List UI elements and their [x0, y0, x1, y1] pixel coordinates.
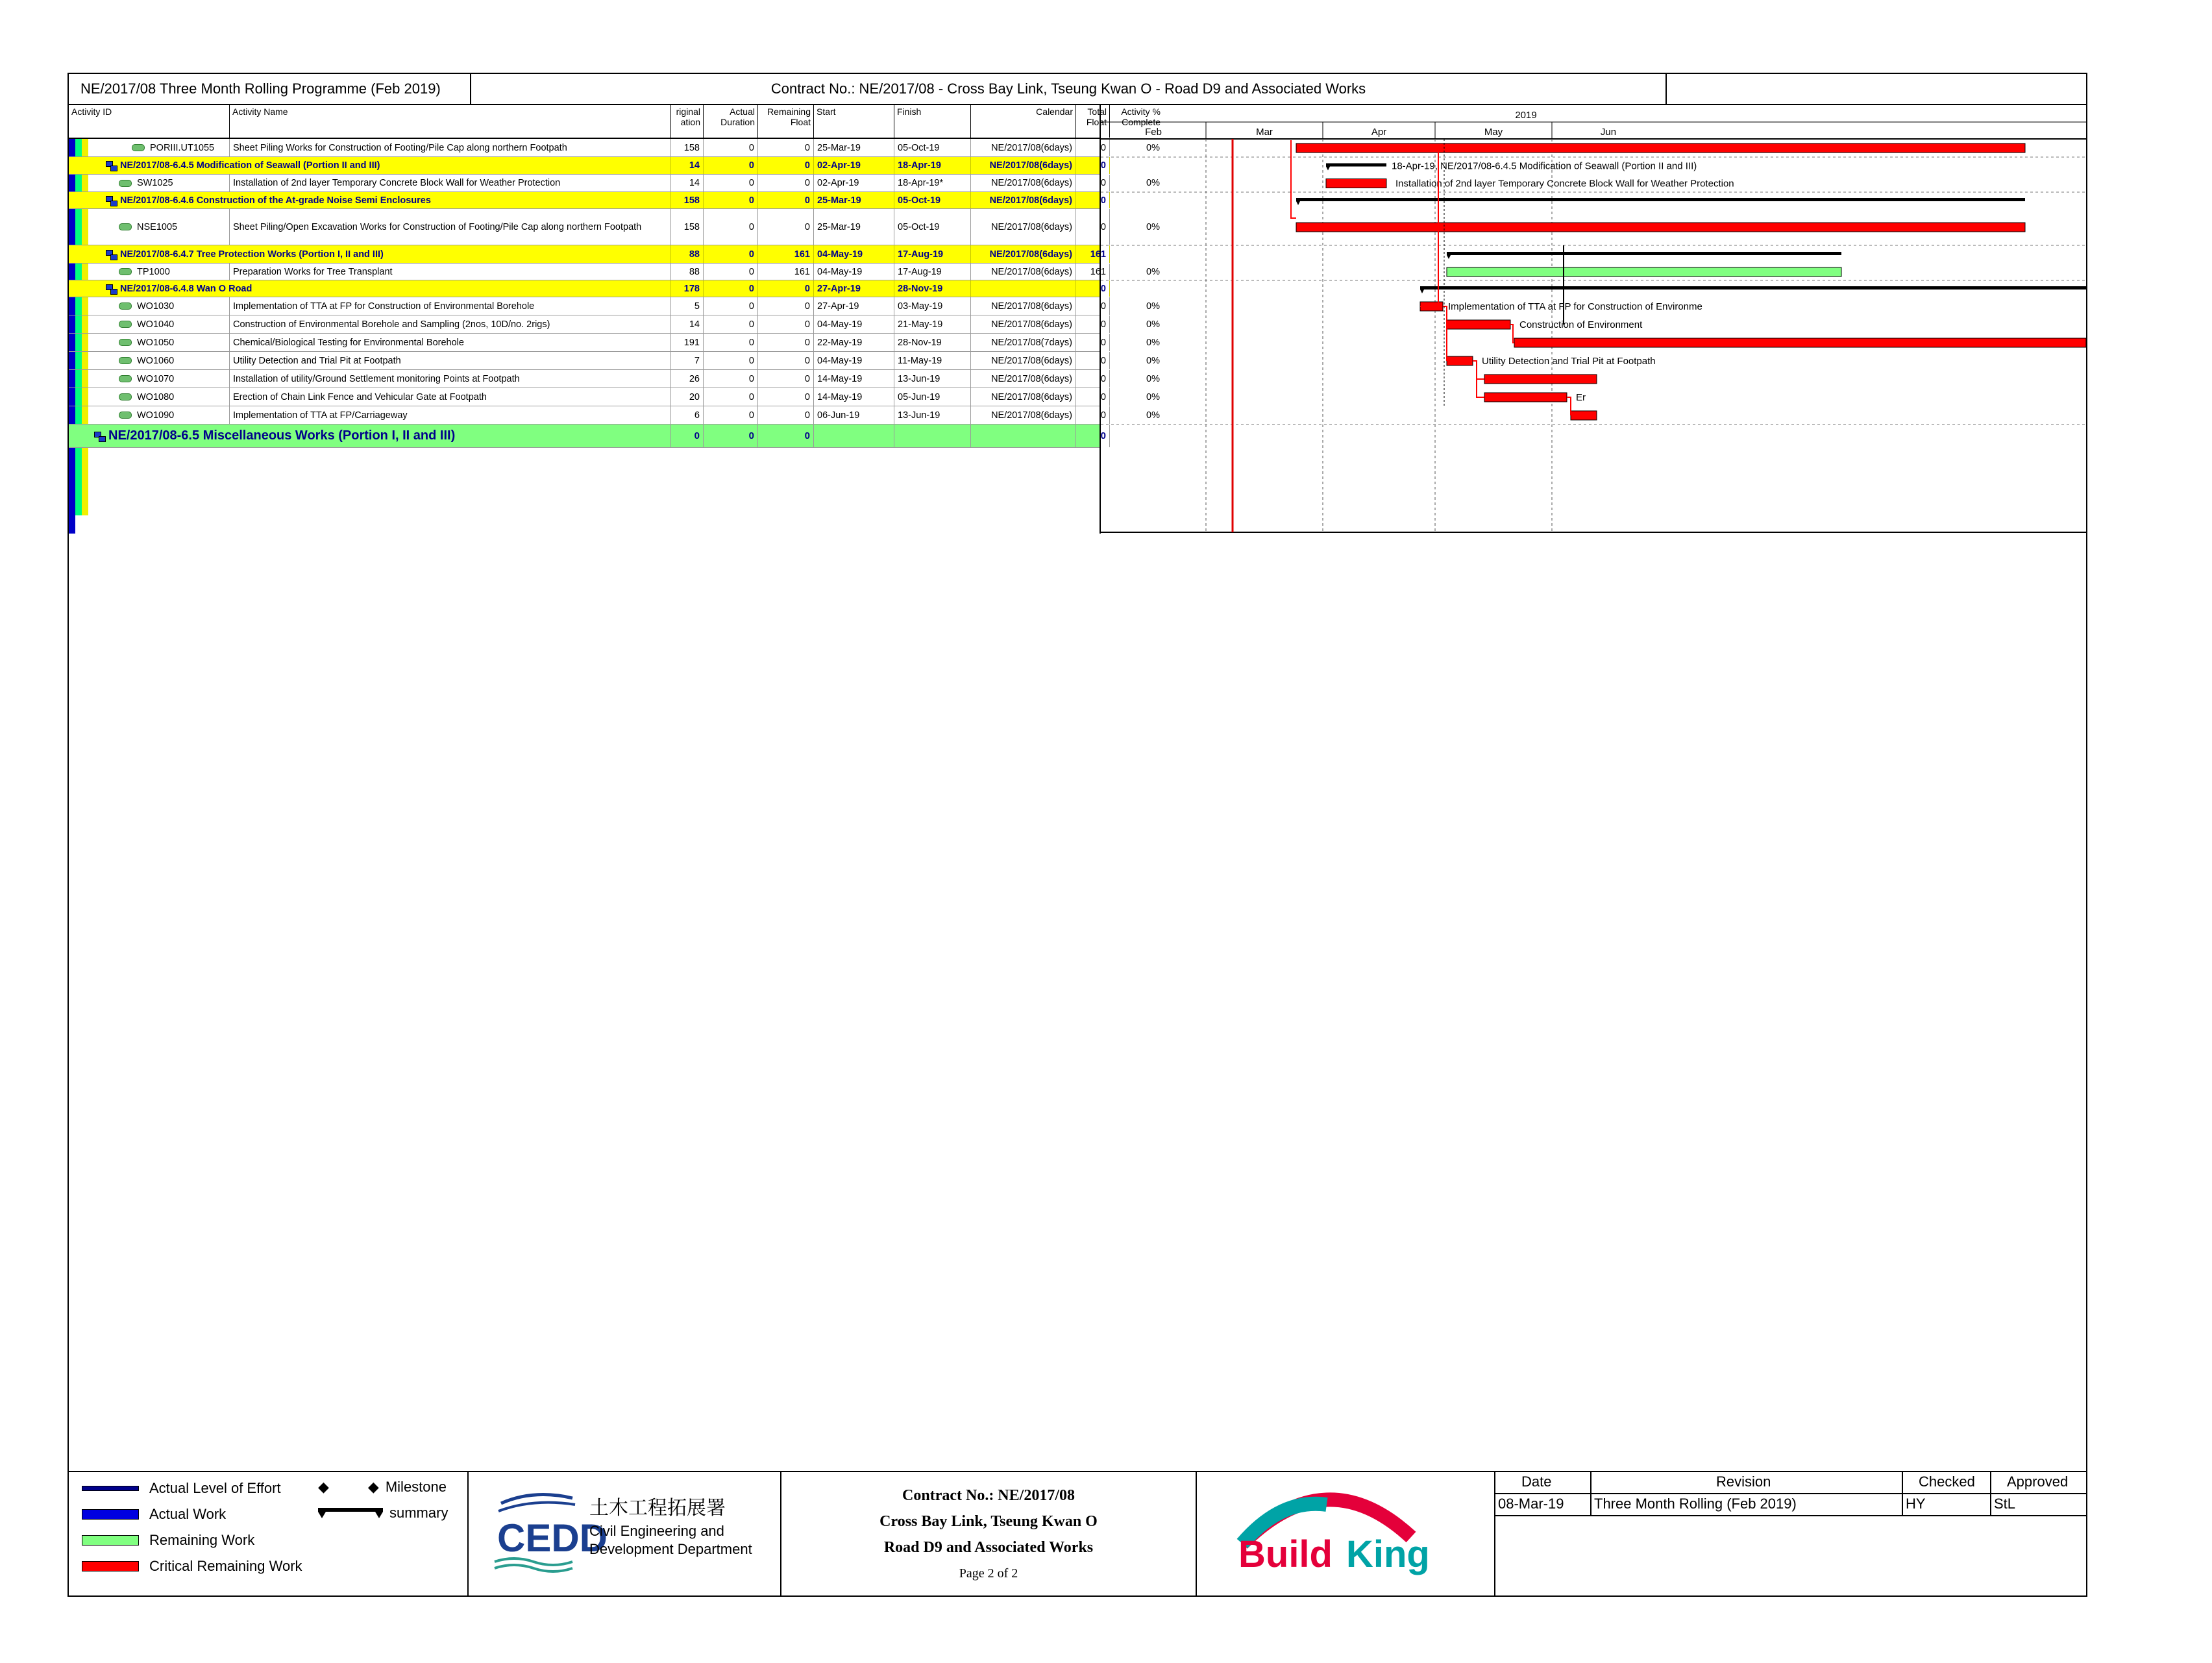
title-blank-cell — [1667, 74, 2086, 104]
col-actual-duration[interactable]: Actual Duration — [704, 105, 758, 138]
cell-ad: 0 — [704, 388, 758, 406]
rev-date: 08-Mar-19 — [1498, 1496, 1564, 1512]
activity-name: Utility Detection and Trial Pit at Footpath — [230, 352, 671, 369]
cedd-abbr: CEDD — [497, 1516, 608, 1560]
rev-revision: Three Month Rolling (Feb 2019) — [1594, 1496, 1797, 1512]
cell-start: 27-Apr-19 — [814, 297, 894, 315]
cell-od: 158 — [671, 192, 704, 208]
cell-cal: NE/2017/08(6days) — [971, 297, 1076, 315]
cell-ad: 0 — [704, 175, 758, 191]
cell-start: 04-May-19 — [814, 245, 894, 263]
legend-label-summary: summary — [389, 1505, 449, 1521]
page-number: Page 2 of 2 — [959, 1566, 1018, 1581]
cell-od: 0 — [671, 425, 704, 447]
wbs-name: NE/2017/08-6.4.7 Tree Protection Works (Portion I, II and III) — [120, 249, 384, 260]
bar-wo1050 — [1514, 338, 2086, 347]
col-start[interactable]: Start — [814, 105, 894, 138]
cell-od: 158 — [671, 139, 704, 156]
cell-start: 02-Apr-19 — [814, 157, 894, 174]
activity-id-cell — [116, 175, 230, 191]
legend-actual-work — [82, 1506, 226, 1523]
legend-label-actual-work: Actual Work — [149, 1506, 227, 1522]
cell-rf: 0 — [758, 175, 814, 191]
cell-od: 7 — [671, 352, 704, 369]
activity-id-cell — [116, 406, 230, 424]
activity-bar-icon — [119, 180, 132, 187]
cell-tf: 0 — [1076, 425, 1110, 447]
activity-name: Construction of Environmental Borehole and Sampling (2nos, 10D/no. 2rigs) — [230, 315, 671, 333]
cell-od: 20 — [671, 388, 704, 406]
milestone-diamond-icon-2: ◆ — [367, 1479, 379, 1495]
cell-rf: 0 — [758, 406, 814, 424]
cedd-logo-box — [469, 1472, 781, 1597]
cell-pc: 0% — [1146, 373, 1160, 384]
buildking-logo-box — [1197, 1472, 1495, 1597]
cell-tf: 0 — [1076, 175, 1110, 191]
cell-finish: 17-Aug-19 — [894, 264, 971, 280]
cell-rf: 0 — [758, 334, 814, 351]
cell-start: 14-May-19 — [814, 370, 894, 388]
cell-tf: 0 — [1076, 209, 1110, 245]
cell-tf: 161 — [1076, 264, 1110, 280]
cell-tf: 0 — [1076, 280, 1110, 297]
legend-swatch-critical — [82, 1561, 139, 1571]
bar-wo1090 — [1571, 411, 1597, 420]
rev-header-revision: Revision — [1716, 1473, 1771, 1490]
cell-pc: 0% — [1146, 391, 1160, 402]
month-label-apr: Apr — [1371, 127, 1387, 138]
summary-bar-6-4-7 — [1447, 252, 1841, 259]
activity-id-cell — [116, 264, 230, 280]
cell-rf: 0 — [758, 388, 814, 406]
cell-finish: 05-Oct-19 — [894, 209, 971, 245]
summary-bar-6-4-6 — [1296, 198, 2025, 205]
bar-nse1005 — [1296, 223, 2025, 232]
activity-name: Erection of Chain Link Fence and Vehicular Gate at Footpath — [230, 388, 671, 406]
cell-finish: 05-Jun-19 — [894, 388, 971, 406]
cell-finish: 18-Apr-19 — [894, 157, 971, 174]
wbs-icon — [106, 161, 116, 170]
cell-start: 22-May-19 — [814, 334, 894, 351]
cell-od: 158 — [671, 209, 704, 245]
cell-ad: 0 — [704, 139, 758, 156]
cell-finish: 18-Apr-19* — [894, 175, 971, 191]
rev-header-approved: Approved — [2007, 1473, 2069, 1490]
wbs-icon — [106, 250, 116, 259]
bar-wo1080 — [1484, 393, 1567, 402]
col-activity-id[interactable]: Activity ID — [69, 105, 230, 138]
cell-od: 88 — [671, 264, 704, 280]
activity-row[interactable] — [69, 406, 1160, 425]
activity-bar-icon — [119, 302, 132, 310]
cell-ad: 0 — [704, 192, 758, 208]
bar-label: 18-Apr-19, NE/2017/08-6.4.5 Modification of Seawall (Portion II and III) — [1392, 160, 1697, 172]
cell-cal: NE/2017/08(6days) — [971, 406, 1076, 424]
cell-finish: 13-Jun-19 — [894, 406, 971, 424]
cell-od: 178 — [671, 280, 704, 297]
cell-tf: 0 — [1076, 388, 1110, 406]
wbs-name-cell — [103, 157, 671, 174]
cell-cal: NE/2017/08(6days) — [971, 192, 1076, 208]
activity-id-cell — [116, 334, 230, 351]
cell-cal: NE/2017/08(6days) — [971, 245, 1076, 263]
cedd-chinese-name: 土木工程拓展署 — [589, 1497, 726, 1520]
activity-name: Sheet Piling Works for Construction of Footing/Pile Cap along northern Footpath — [230, 139, 671, 156]
activity-name: Implementation of TTA at FP/Carriageway — [230, 406, 671, 424]
legend-milestone — [318, 1479, 447, 1496]
month-label-jun: Jun — [1600, 127, 1617, 138]
cell-pc: 0% — [1146, 355, 1160, 366]
wbs-name: NE/2017/08-6.4.6 Construction of the At-grade Noise Semi Enclosures — [120, 195, 431, 206]
bar-wo1070 — [1484, 375, 1597, 384]
cell-rf: 0 — [758, 315, 814, 333]
wbs-name: NE/2017/08-6.4.5 Modification of Seawall (Portion II and III) — [120, 160, 380, 171]
cedd-name-line1: Civil Engineering and — [589, 1523, 724, 1539]
gantt-chart — [1100, 105, 2086, 534]
wbs-icon — [94, 432, 104, 441]
activity-row[interactable] — [69, 264, 1160, 280]
legend-critical-remaining-work — [82, 1558, 302, 1575]
activity-id-cell — [116, 388, 230, 406]
cell-cal: NE/2017/08(7days) — [971, 334, 1076, 351]
wbs-name: NE/2017/08-6.5 Miscellaneous Works (Portion I, II and III) — [108, 428, 456, 443]
cell-cal: NE/2017/08(6days) — [971, 315, 1076, 333]
activity-row[interactable] — [69, 209, 1160, 245]
cell-pc: 0% — [1146, 337, 1160, 348]
cell-tf: 0 — [1076, 315, 1110, 333]
cell-rf: 0 — [758, 297, 814, 315]
activity-bar-icon — [119, 375, 132, 382]
activity-bar-icon — [119, 412, 132, 419]
cell-ad: 0 — [704, 334, 758, 351]
legend-swatch-level-of-effort — [82, 1486, 139, 1491]
cell-pc: 0% — [1146, 410, 1160, 421]
cell-ad: 0 — [704, 315, 758, 333]
activity-row[interactable] — [69, 297, 1160, 315]
col-activity-name[interactable]: Activity Name — [230, 105, 671, 138]
legend-label-critical: Critical Remaining Work — [149, 1558, 302, 1574]
wbs-row[interactable] — [69, 425, 1106, 448]
cell-start: 06-Jun-19 — [814, 406, 894, 424]
cell-finish: 21-May-19 — [894, 315, 971, 333]
activity-id-cell — [116, 370, 230, 388]
activity-id: WO1040 — [137, 319, 175, 330]
activity-id: PORIII.UT1055 — [150, 142, 215, 153]
cell-ad: 0 — [704, 406, 758, 424]
cell-tf: 0 — [1076, 297, 1110, 315]
cell-cal: NE/2017/08(6days) — [971, 264, 1076, 280]
activity-id: WO1060 — [137, 355, 175, 366]
activity-id-cell — [116, 315, 230, 333]
wbs-row[interactable] — [69, 245, 1106, 264]
activity-id: NSE1005 — [137, 221, 178, 232]
cell-finish: 28-Nov-19 — [894, 280, 971, 297]
cell-cal — [971, 425, 1076, 447]
cedd-logo-icon — [495, 1492, 608, 1576]
milestone-diamond-icon: ◆ — [318, 1479, 329, 1495]
contract-line2: Cross Bay Link, Tseung Kwan O — [879, 1513, 1098, 1530]
cell-od: 6 — [671, 406, 704, 424]
programme-sheet — [68, 73, 2087, 1597]
buildking-word-1: Build — [1238, 1533, 1333, 1575]
summary-bar-6-4-8 — [1420, 286, 2086, 293]
activity-row[interactable] — [69, 139, 1160, 157]
cell-tf: 0 — [1076, 352, 1110, 369]
activity-bar-icon — [119, 357, 132, 364]
cell-tf: 0 — [1076, 406, 1110, 424]
cell-cal: NE/2017/08(6days) — [971, 370, 1076, 388]
cell-ad: 0 — [704, 352, 758, 369]
cell-pc: 0% — [1146, 142, 1160, 153]
legend-level-of-effort — [82, 1480, 281, 1497]
activity-id: WO1090 — [137, 410, 175, 421]
footer — [69, 1471, 2086, 1597]
bar-wo1060 — [1447, 356, 1473, 365]
activity-bar-icon — [119, 223, 132, 230]
cell-ad: 0 — [704, 245, 758, 263]
activity-id-cell — [116, 352, 230, 369]
activity-id-cell — [116, 209, 230, 245]
cell-cal: NE/2017/08(6days) — [971, 352, 1076, 369]
col-calendar[interactable]: Calendar — [971, 105, 1076, 138]
buildking-word-2: King — [1346, 1533, 1430, 1575]
activity-id: WO1070 — [137, 373, 175, 384]
wbs-name-cell — [91, 425, 671, 447]
legend-summary — [318, 1505, 448, 1521]
activity-name: Installation of 2nd layer Temporary Concrete Block Wall for Weather Protection — [230, 175, 671, 191]
month-label-may: May — [1484, 127, 1503, 138]
bar-label: Construction of Environment — [1519, 319, 1643, 330]
buildking-logo — [1229, 1479, 1463, 1576]
legend-label-milestone: Milestone — [385, 1479, 447, 1495]
activity-row[interactable] — [69, 352, 1160, 370]
rev-header-checked: Checked — [1919, 1473, 1975, 1490]
cell-od: 26 — [671, 370, 704, 388]
activity-id: TP1000 — [137, 266, 170, 277]
bar-sw1025 — [1326, 179, 1386, 188]
cell-tf: 0 — [1076, 157, 1110, 174]
summary-bar-icon — [318, 1507, 383, 1520]
cell-start: 14-May-19 — [814, 388, 894, 406]
cell-start: 27-Apr-19 — [814, 280, 894, 297]
col-remaining-float[interactable]: Remaining Float — [758, 105, 814, 138]
cell-finish: 13-Jun-19 — [894, 370, 971, 388]
rev-checked: HY — [1906, 1496, 1926, 1512]
col-pct-complete[interactable]: Activity % Complete — [1121, 106, 1161, 127]
activity-bar-icon — [119, 268, 132, 275]
cell-start: 04-May-19 — [814, 352, 894, 369]
cell-ad: 0 — [704, 157, 758, 174]
activity-id: WO1030 — [137, 301, 175, 312]
contract-box — [781, 1472, 1197, 1597]
activity-id-cell — [116, 297, 230, 315]
rev-header-date: Date — [1521, 1473, 1552, 1490]
revision-box — [1495, 1472, 2086, 1597]
cell-od: 14 — [671, 315, 704, 333]
wbs-name-cell — [103, 192, 671, 208]
cell-start — [814, 425, 894, 447]
cell-ad: 0 — [704, 264, 758, 280]
cell-rf: 0 — [758, 157, 814, 174]
contract-title: Contract No.: NE/2017/08 - Cross Bay Link, Tseung Kwan O - Road D9 and Associated Works — [471, 74, 1667, 104]
cell-rf: 161 — [758, 264, 814, 280]
cell-finish: 05-Oct-19 — [894, 192, 971, 208]
cell-pc: 0% — [1146, 178, 1160, 188]
activity-row[interactable] — [69, 334, 1160, 352]
legend-swatch-remaining-work — [82, 1535, 139, 1546]
legend-label-remaining-work: Remaining Work — [149, 1532, 255, 1548]
cell-tf: 0 — [1076, 334, 1110, 351]
cell-tf: 0 — [1076, 139, 1110, 156]
legend-remaining-work — [82, 1532, 254, 1549]
bar-label: Er — [1576, 392, 1586, 403]
activity-row[interactable] — [69, 370, 1160, 388]
cell-rf: 161 — [758, 245, 814, 263]
cell-tf: 161 — [1076, 245, 1110, 263]
cell-pc: 0% — [1146, 266, 1160, 277]
cell-finish: 05-Oct-19 — [894, 139, 971, 156]
wbs-row[interactable] — [69, 157, 1106, 175]
cell-rf: 0 — [758, 209, 814, 245]
cell-ad: 0 — [704, 297, 758, 315]
cell-od: 88 — [671, 245, 704, 263]
activity-name: Sheet Piling/Open Excavation Works for Construction of Footing/Pile Cap along northern Footpath — [230, 209, 671, 245]
bar-label: Implementation of TTA at FP for Construction of Environme — [1448, 301, 1702, 312]
cell-finish — [894, 425, 971, 447]
wbs-row[interactable] — [69, 192, 1106, 209]
activity-name: Implementation of TTA at FP for Construction of Environmental Borehole — [230, 297, 671, 315]
cell-start: 25-Mar-19 — [814, 192, 894, 208]
cell-od: 191 — [671, 334, 704, 351]
cell-rf: 0 — [758, 139, 814, 156]
activity-id: WO1080 — [137, 391, 175, 402]
relationship-line — [1567, 397, 1571, 415]
activity-bar-icon — [119, 393, 132, 400]
summary-bar-6-4-5 — [1326, 164, 1386, 171]
wbs-row[interactable] — [69, 280, 1106, 297]
contract-line1: Contract No.: NE/2017/08 — [902, 1487, 1075, 1504]
cell-rf: 0 — [758, 425, 814, 447]
cell-start: 04-May-19 — [814, 264, 894, 280]
col-original-duration[interactable]: riginal ation — [671, 105, 704, 138]
cell-rf: 0 — [758, 352, 814, 369]
relationship-line — [1443, 306, 1447, 325]
cell-ad: 0 — [704, 280, 758, 297]
bar-wo1040 — [1447, 320, 1510, 329]
cell-ad: 0 — [704, 209, 758, 245]
cell-rf: 0 — [758, 370, 814, 388]
cell-tf: 0 — [1076, 192, 1110, 208]
cell-cal: NE/2017/08(6days) — [971, 157, 1076, 174]
legend-swatch-actual-work — [82, 1509, 139, 1520]
activity-row[interactable] — [69, 175, 1160, 192]
col-total-float[interactable]: Total Float — [1076, 105, 1110, 138]
wbs-name-cell — [103, 245, 671, 263]
activity-id: WO1050 — [137, 337, 175, 348]
col-finish[interactable]: Finish — [894, 105, 971, 138]
activity-name: Installation of utility/Ground Settlement monitoring Points at Footpath — [230, 370, 671, 388]
cell-finish: 11-May-19 — [894, 352, 971, 369]
cell-finish: 28-Nov-19 — [894, 334, 971, 351]
cell-pc: 0% — [1146, 319, 1160, 330]
contract-line3: Road D9 and Associated Works — [883, 1539, 1094, 1556]
month-label-mar: Mar — [1256, 127, 1273, 138]
title-bar — [69, 74, 2086, 105]
cell-cal: NE/2017/08(6days) — [971, 209, 1076, 245]
cell-start: 02-Apr-19 — [814, 175, 894, 191]
activity-id-cell — [129, 139, 230, 156]
cell-pc: 0% — [1146, 221, 1160, 232]
cell-cal — [971, 280, 1076, 297]
wbs-name: NE/2017/08-6.4.8 Wan O Road — [120, 283, 252, 294]
activity-name: Chemical/Biological Testing for Environmental Borehole — [230, 334, 671, 351]
activity-row[interactable] — [69, 388, 1160, 406]
wbs-icon — [106, 284, 116, 293]
activity-row[interactable] — [69, 315, 1160, 334]
cell-od: 14 — [671, 175, 704, 191]
cell-ad: 0 — [704, 425, 758, 447]
bar-label: Utility Detection and Trial Pit at Footpath — [1482, 356, 1656, 367]
year-label: 2019 — [1515, 110, 1537, 121]
bar-label: Installation of 2nd layer Temporary Concrete Block Wall for Weather Protection — [1395, 178, 1734, 190]
gantt-svg — [1101, 105, 2087, 534]
cell-tf: 0 — [1076, 370, 1110, 388]
month-label-feb: Feb — [1145, 127, 1162, 138]
rev-approved: StL — [1994, 1496, 2016, 1512]
cell-start: 04-May-19 — [814, 315, 894, 333]
cell-od: 5 — [671, 297, 704, 315]
activity-id: SW1025 — [137, 178, 173, 188]
cell-pc: 0% — [1146, 301, 1160, 312]
relationship-line — [1291, 140, 1296, 218]
wbs-icon — [106, 196, 116, 205]
activity-bar-icon — [132, 144, 145, 151]
cell-ad: 0 — [704, 370, 758, 388]
cell-finish: 17-Aug-19 — [894, 245, 971, 263]
cell-start: 25-Mar-19 — [814, 139, 894, 156]
activity-bar-icon — [119, 321, 132, 328]
activity-bar-icon — [119, 339, 132, 346]
cell-cal: NE/2017/08(6days) — [971, 175, 1076, 191]
cell-rf: 0 — [758, 280, 814, 297]
activity-name: Preparation Works for Tree Transplant — [230, 264, 671, 280]
bar-tp1000 — [1447, 267, 1841, 277]
legend-label-level-of-effort: Actual Level of Effort — [149, 1480, 281, 1496]
cell-rf: 0 — [758, 192, 814, 208]
legend-box — [69, 1472, 469, 1597]
cell-cal: NE/2017/08(6days) — [971, 388, 1076, 406]
programme-title: NE/2017/08 Three Month Rolling Programme (Feb 2019) — [69, 74, 471, 104]
cell-start: 25-Mar-19 — [814, 209, 894, 245]
cell-cal: NE/2017/08(6days) — [971, 139, 1076, 156]
wbs-name-cell — [103, 280, 671, 297]
cell-finish: 03-May-19 — [894, 297, 971, 315]
cell-od: 14 — [671, 157, 704, 174]
cedd-name-line2: Development Department — [589, 1541, 752, 1557]
relationship-line — [1510, 325, 1514, 343]
bar-poriii-ut1055 — [1296, 143, 2025, 153]
